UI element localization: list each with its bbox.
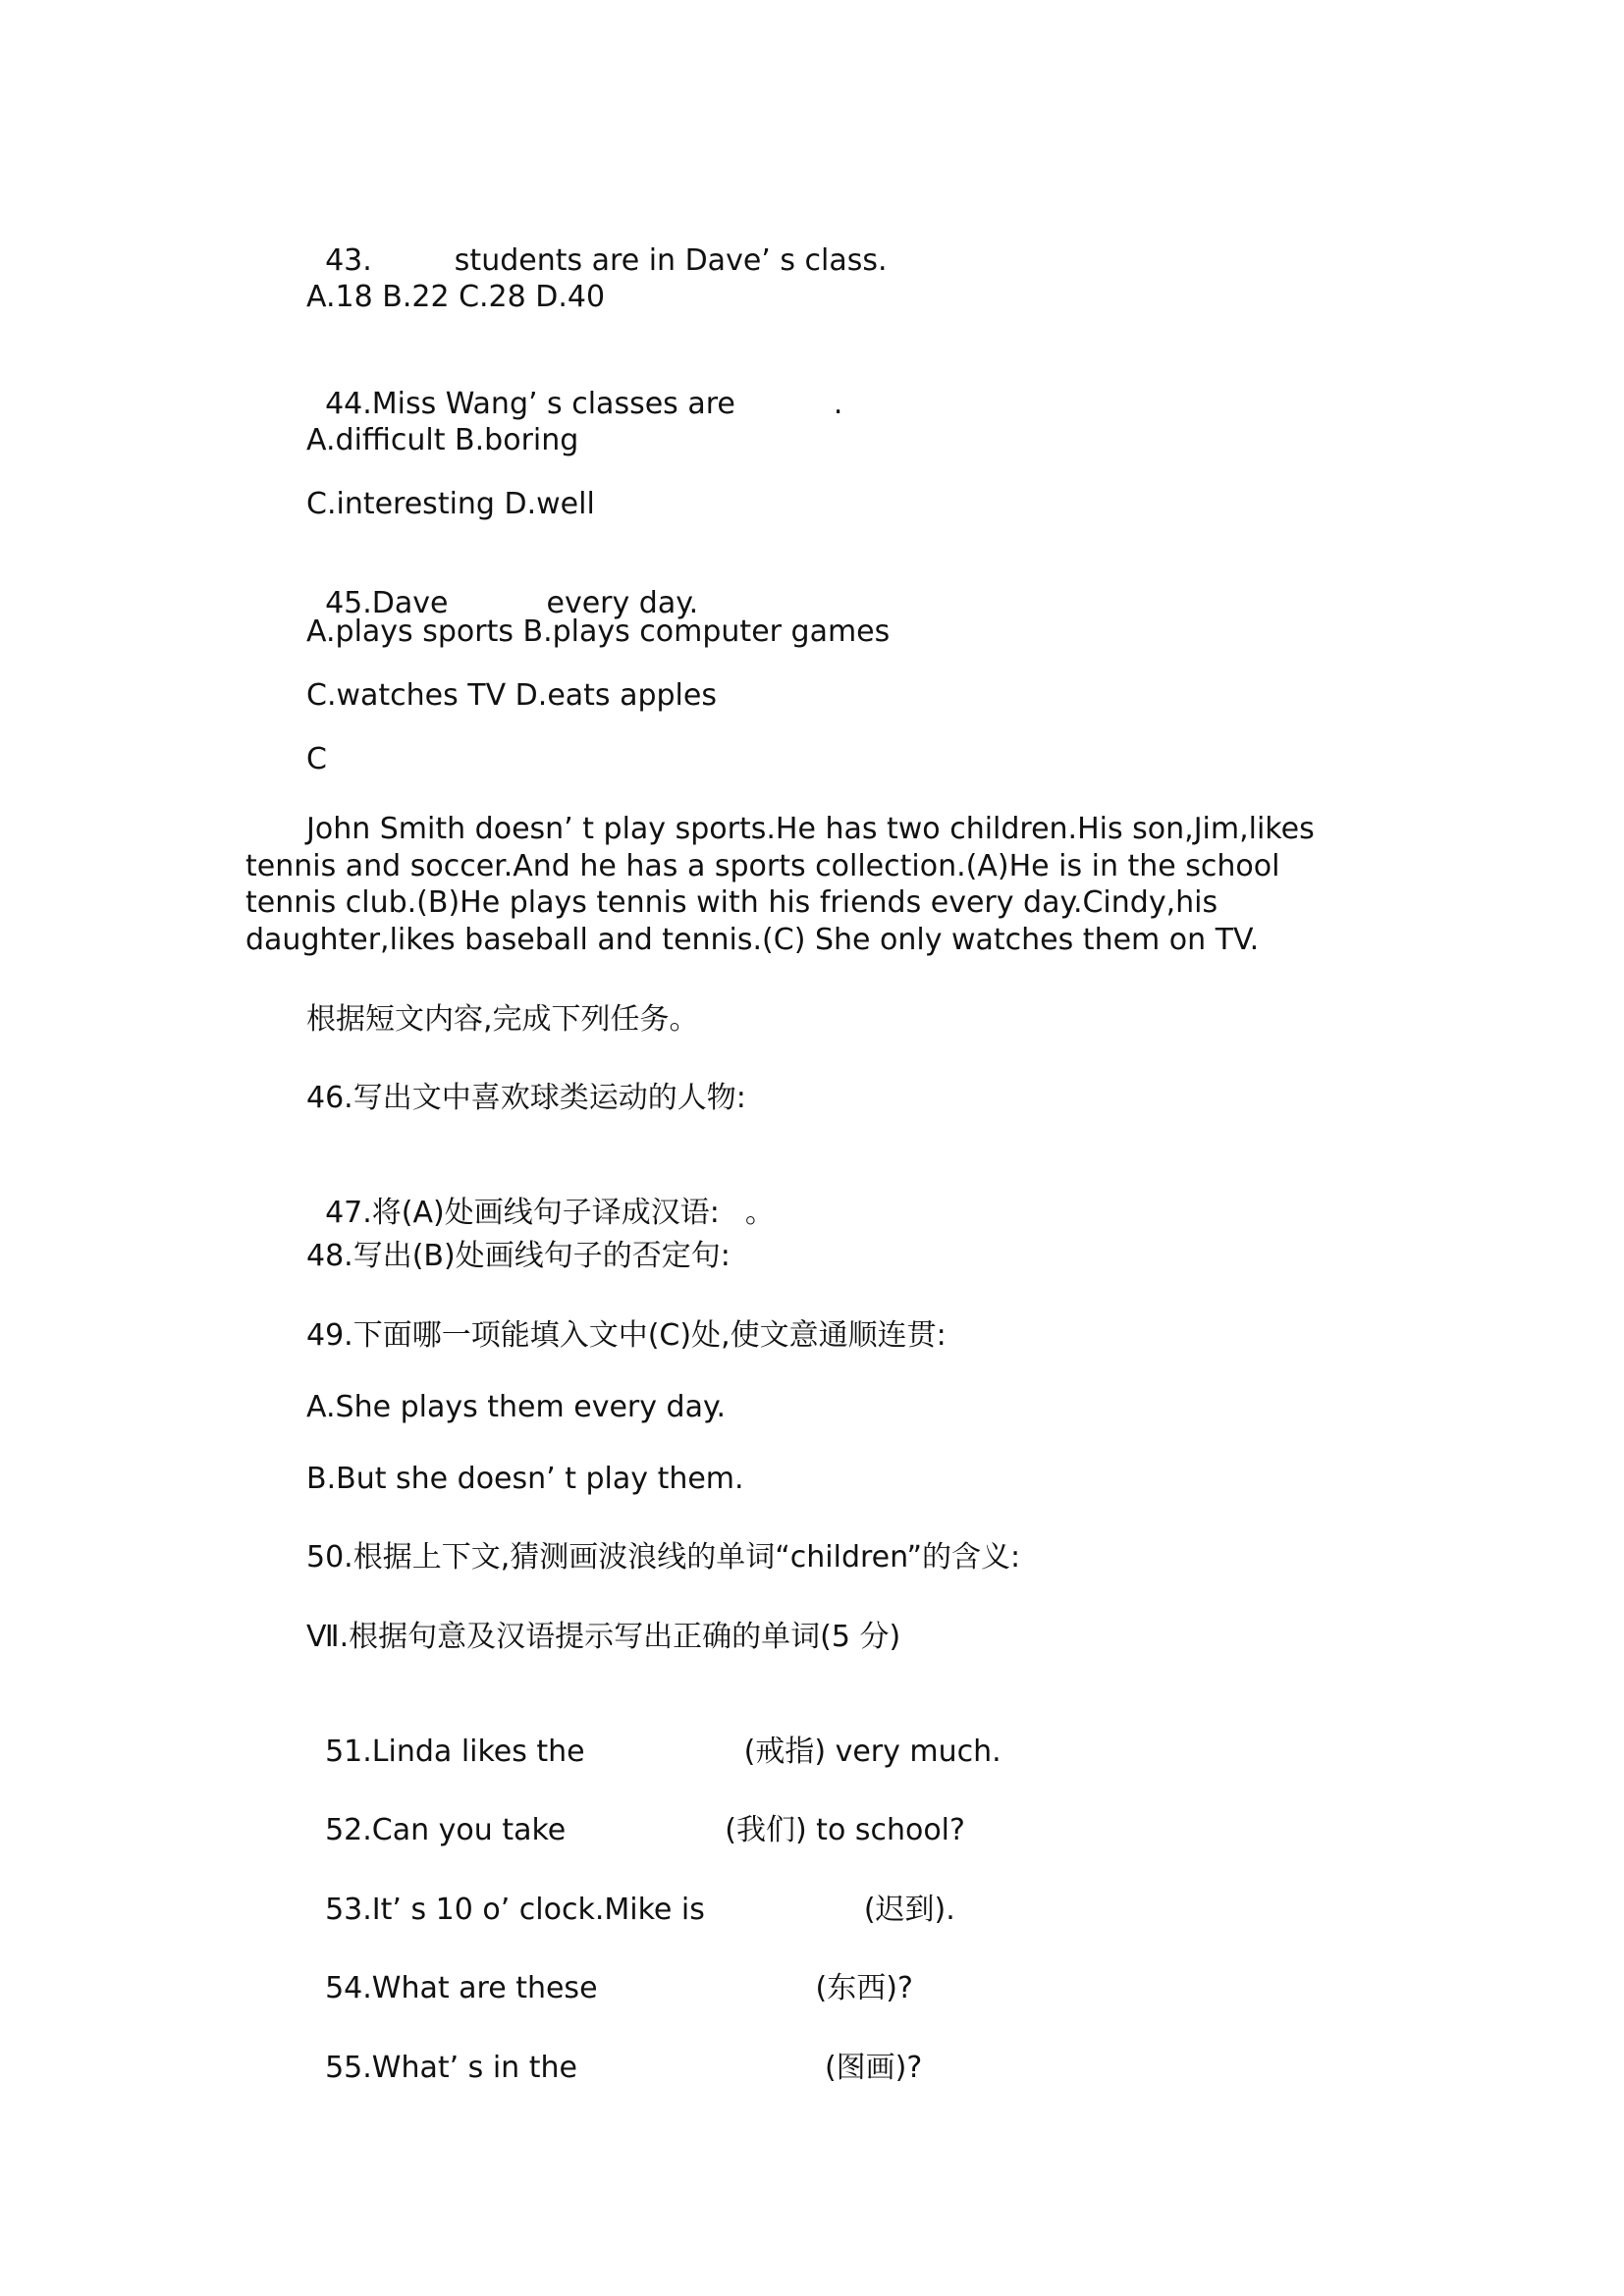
- passage-text: John Smith doesn’ t play sports.He has two children.His son,Jim,likes tennis and soccer.And he has a sports collection.(A)He is in the school tennis club.(B)He plays tennis with his friends every day.Cindy,his daughter,likes baseball and tennis.(C) She only watches them on TV.: [245, 812, 1315, 957]
- q47-text: 47.将(A)处画线句子译成汉语:: [325, 1196, 720, 1230]
- q47-line: [306, 1160, 775, 1231]
- q55-hint: (图画)?: [824, 2051, 923, 2085]
- q45-line: [306, 551, 698, 621]
- section-vii-heading: Ⅶ.根据句意及汉语提示写出正确的单词(5 分): [306, 1620, 901, 1654]
- q43-options: A.18 B.22 C.28 D.40: [306, 280, 606, 314]
- q51-hint: (戒指) very much.: [743, 1735, 1001, 1769]
- q49-option-b: B.But she doesn’ t play them.: [306, 1462, 744, 1496]
- q53-hint: (迟到).: [863, 1893, 955, 1927]
- q44-text: 44.Miss Wang’ s classes are: [325, 387, 735, 421]
- q50-text: 50.根据上下文,猜测画波浪线的单词“children”的含义:: [306, 1540, 1021, 1575]
- section-c-label: C: [306, 742, 327, 776]
- q52-text: 52.Can you take: [325, 1813, 567, 1847]
- q44-line: [306, 351, 842, 422]
- q54-hint: (东西)?: [815, 1971, 913, 2005]
- q54-line: [306, 1936, 913, 2006]
- q51-line: [306, 1699, 1001, 1770]
- q43-line: [306, 208, 888, 279]
- q52-hint: (我们) to school?: [725, 1813, 965, 1847]
- q45-options-1: A.plays sports B.plays computer games: [306, 614, 891, 649]
- section-c-instruction: 根据短文内容,完成下列任务。: [306, 1002, 699, 1037]
- section-c-passage: [245, 811, 1365, 958]
- q45-options-2: C.watches TV D.eats apples: [306, 678, 717, 713]
- q43-text: students are in Dave’ s class.: [454, 243, 888, 278]
- q44-options-1: A.difficult B.boring: [306, 423, 579, 457]
- q55-text: 55.What’ s in the: [325, 2051, 577, 2085]
- q53-line: [306, 1857, 955, 1928]
- q46-text: 46.写出文中喜欢球类运动的人物:: [306, 1081, 746, 1115]
- q44-end: .: [833, 387, 843, 421]
- q55-line: [306, 2015, 922, 2086]
- q49-option-a: A.She plays them every day.: [306, 1390, 726, 1424]
- q45-text: 45.Dave: [325, 586, 449, 620]
- q53-text: 53.It’ s 10 o’ clock.Mike is: [325, 1893, 705, 1927]
- q49-text: 49.下面哪一项能填入文中(C)处,使文意通顺连贯:: [306, 1318, 947, 1353]
- q48-text: 48.写出(B)处画线句子的否定句:: [306, 1239, 731, 1273]
- q44-options-2: C.interesting D.well: [306, 487, 595, 521]
- q43-number: 43.: [325, 243, 372, 278]
- q45-end: every day.: [546, 586, 699, 620]
- q51-text: 51.Linda likes the: [325, 1735, 585, 1769]
- q52-line: [306, 1778, 965, 1848]
- q54-text: 54.What are these: [325, 1971, 598, 2005]
- q47-end: 。: [744, 1196, 775, 1230]
